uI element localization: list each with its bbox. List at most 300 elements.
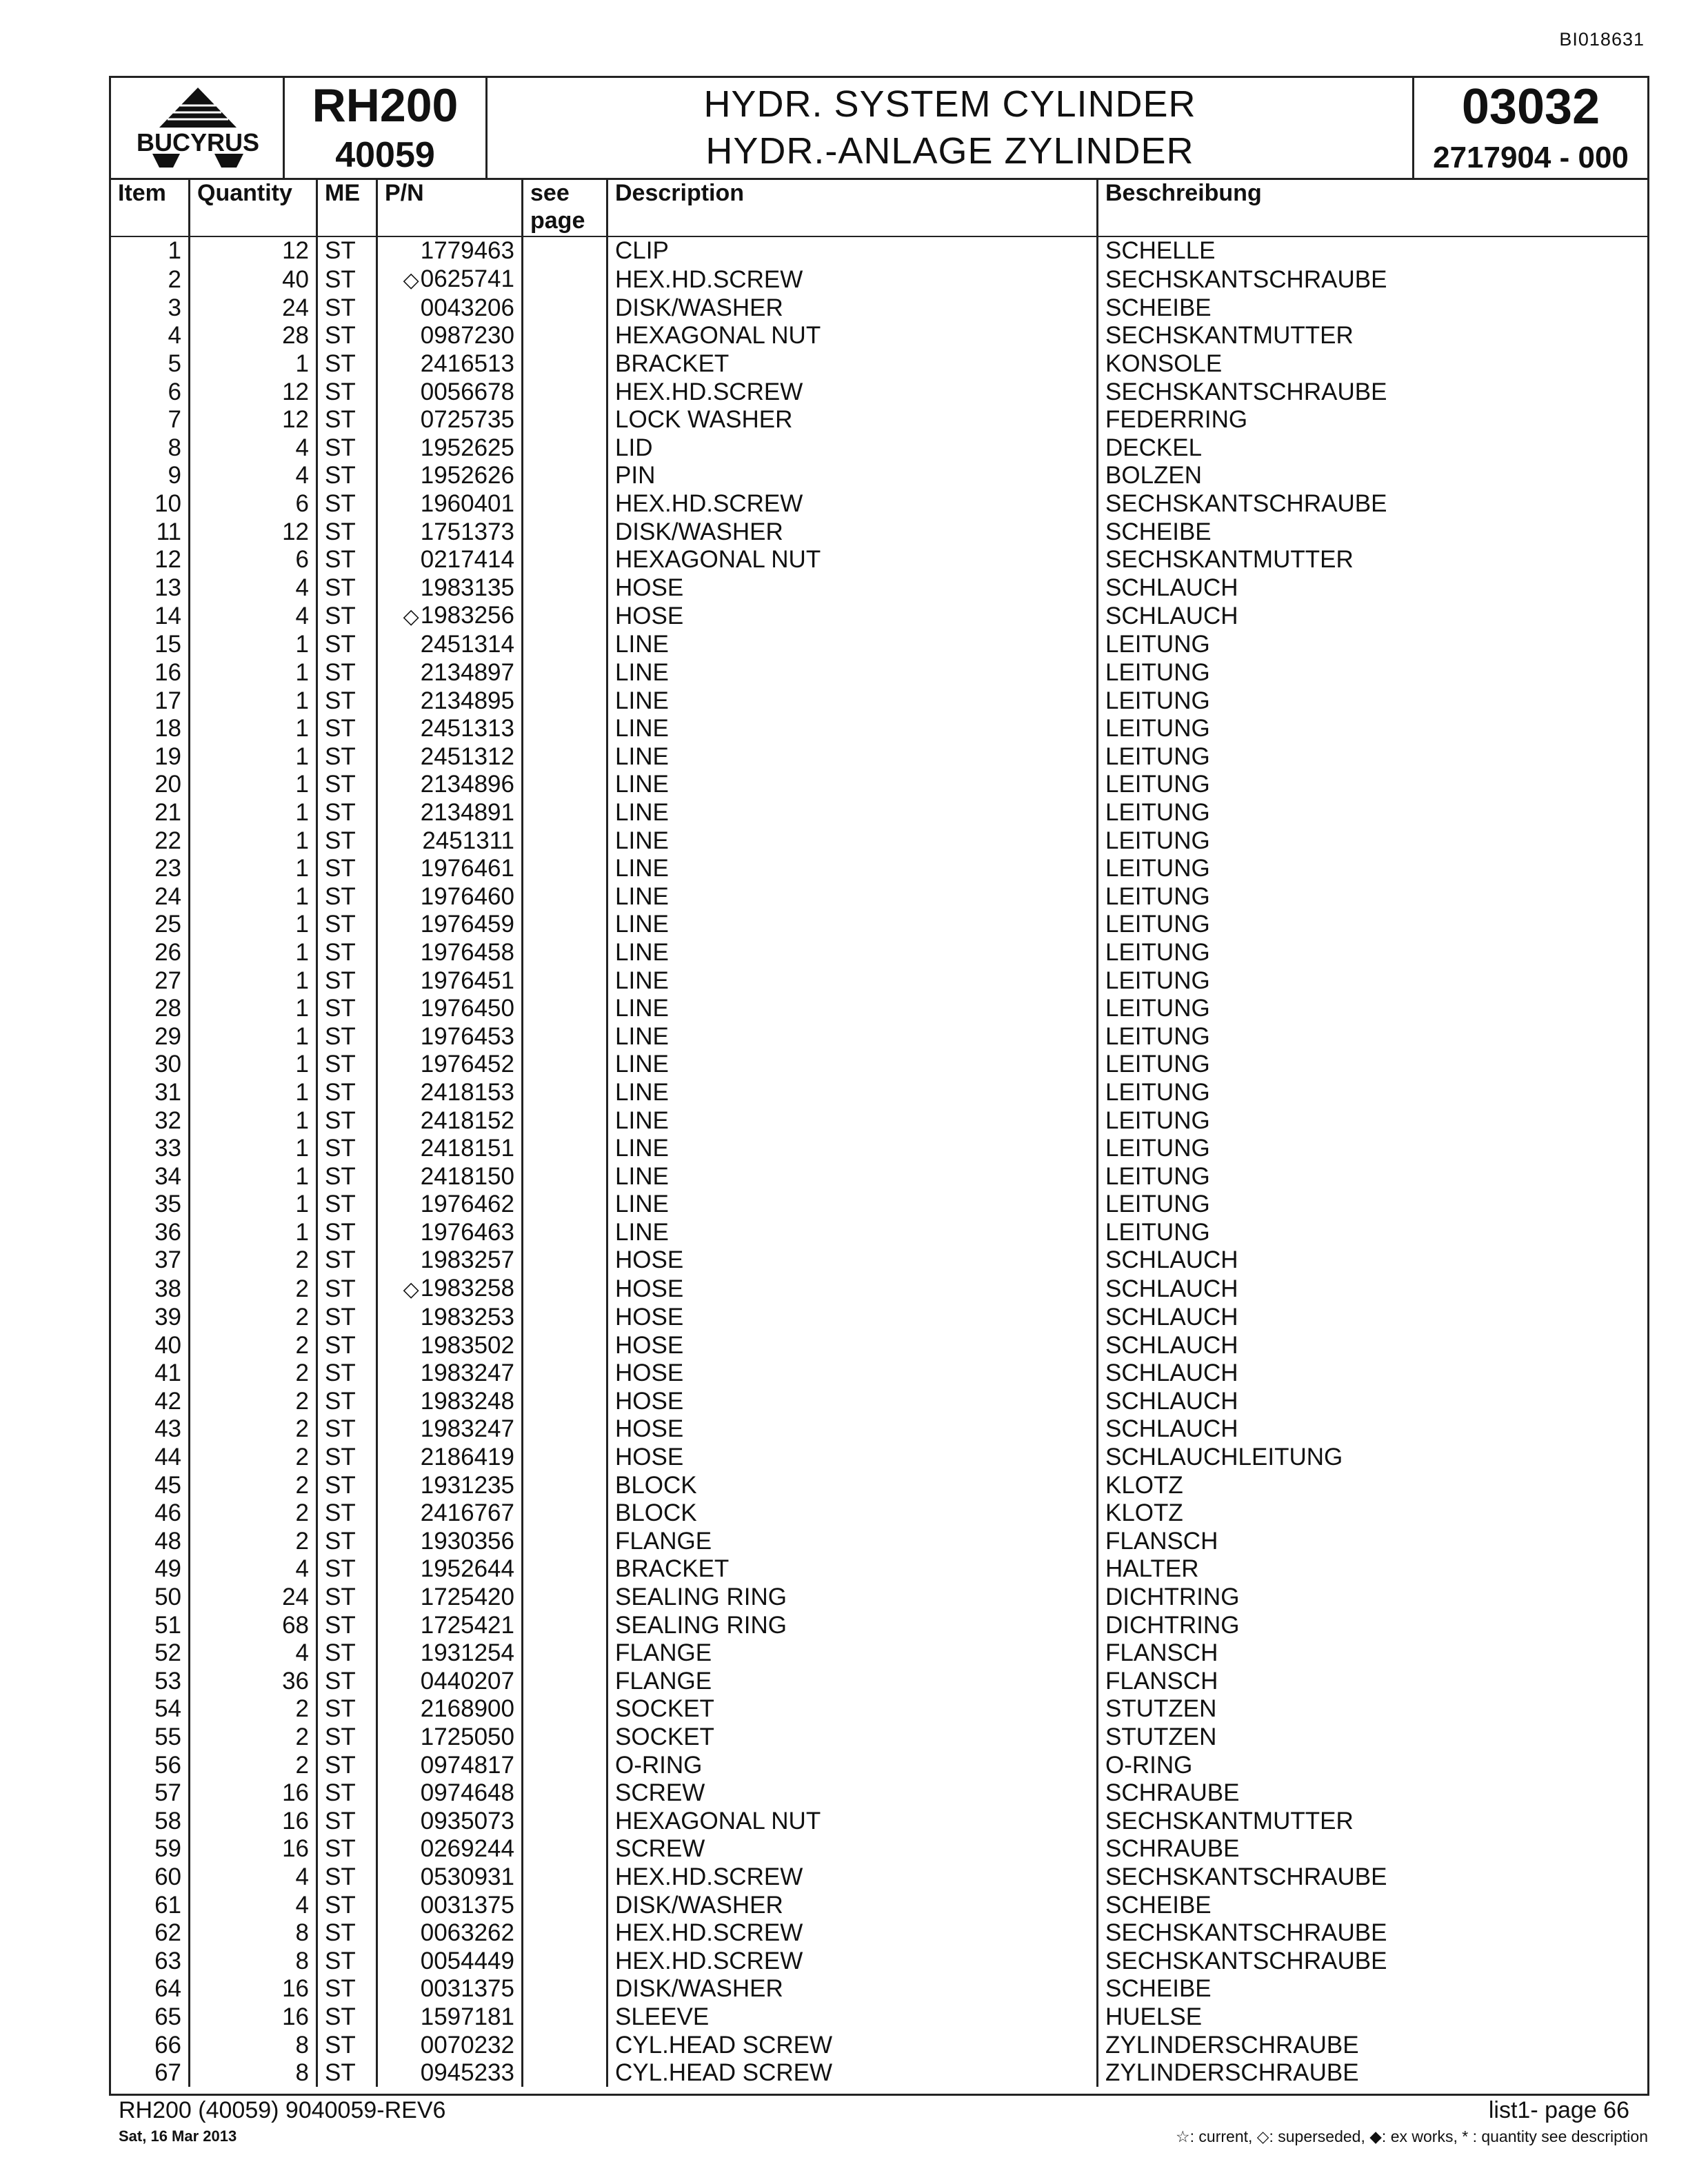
title-block bbox=[111, 78, 1647, 180]
cell-item: 6 bbox=[111, 378, 190, 406]
part-number: 1952625 bbox=[420, 434, 514, 461]
cell-me: ST bbox=[317, 1471, 377, 1499]
cell-besch: LEITUNG bbox=[1105, 911, 1210, 938]
cell-qty: 12 bbox=[190, 378, 317, 406]
cell-pn bbox=[377, 1668, 523, 1696]
cell-me: ST bbox=[317, 1304, 377, 1332]
table-row bbox=[111, 1051, 1647, 1079]
cell-qty: 1 bbox=[190, 995, 317, 1023]
cell-me: ST bbox=[317, 1807, 377, 1835]
cell-besch: LEITUNG bbox=[1105, 827, 1210, 854]
cell-see bbox=[523, 1079, 607, 1107]
cell-see bbox=[523, 350, 607, 378]
part-number: 0070232 bbox=[420, 2031, 514, 2059]
cell-see bbox=[523, 1359, 607, 1388]
cell-besch: LEITUNG bbox=[1105, 882, 1210, 910]
cell-desc: HOSE bbox=[607, 1388, 1098, 1416]
cell-pn bbox=[377, 715, 523, 743]
cell-item: 57 bbox=[111, 1779, 190, 1808]
cell-pn bbox=[377, 995, 523, 1023]
part-number: 0217414 bbox=[420, 546, 514, 574]
cell-see bbox=[523, 1639, 607, 1668]
cell-pn bbox=[377, 631, 523, 659]
cell-me: ST bbox=[317, 406, 377, 434]
cell-item: 39 bbox=[111, 1304, 190, 1332]
part-number: 1931235 bbox=[420, 1471, 514, 1499]
cell-desc: HEX.HD.SCREW bbox=[607, 265, 1098, 294]
cell-item: 48 bbox=[111, 1528, 190, 1556]
cell-pn bbox=[377, 1444, 523, 1472]
part-number: 1976463 bbox=[420, 1218, 514, 1246]
cell-pn bbox=[377, 659, 523, 687]
title-english: HYDR. SYSTEM CYLINDER bbox=[703, 83, 1196, 125]
cell-besch: SCHLAUCH bbox=[1105, 1275, 1238, 1302]
part-number: 2134891 bbox=[420, 798, 514, 826]
part-number: 2418153 bbox=[420, 1078, 514, 1106]
cell-see bbox=[523, 294, 607, 323]
cell-besch: SCHELLE bbox=[1105, 237, 1216, 265]
cell-desc: LINE bbox=[607, 939, 1098, 967]
table-row bbox=[111, 462, 1647, 490]
table-row bbox=[111, 1975, 1647, 2003]
table-row bbox=[111, 743, 1647, 771]
table-row bbox=[111, 1555, 1647, 1584]
cell-see bbox=[523, 687, 607, 715]
part-number: 1931254 bbox=[420, 1639, 514, 1667]
cell-pn bbox=[377, 1246, 523, 1275]
cell-desc: SEALING RING bbox=[607, 1611, 1098, 1639]
table-row bbox=[111, 1135, 1647, 1163]
group-number: 03032 bbox=[1461, 79, 1600, 134]
cell-pn bbox=[377, 518, 523, 546]
cell-qty: 2 bbox=[190, 1415, 317, 1444]
part-number: 2134896 bbox=[420, 771, 514, 798]
logo-cell bbox=[111, 78, 285, 178]
cell-pn bbox=[377, 771, 523, 799]
cell-see bbox=[523, 1106, 607, 1135]
cell-desc: HEXAGONAL NUT bbox=[607, 1807, 1098, 1835]
cell-desc: HOSE bbox=[607, 1304, 1098, 1332]
cell-desc: LINE bbox=[607, 1079, 1098, 1107]
cell-me: ST bbox=[317, 1415, 377, 1444]
part-number: 1983135 bbox=[420, 574, 514, 601]
cell-me: ST bbox=[317, 771, 377, 799]
cell-pn bbox=[377, 462, 523, 490]
cell-desc: LID bbox=[607, 434, 1098, 463]
cell-desc: HOSE bbox=[607, 1246, 1098, 1275]
footer-date: Sat, 16 Mar 2013 bbox=[119, 2127, 237, 2145]
cell-pn bbox=[377, 1022, 523, 1051]
part-number: 2168900 bbox=[420, 1695, 514, 1723]
part-number: 2418151 bbox=[420, 1135, 514, 1162]
cell-pn bbox=[377, 799, 523, 827]
cell-besch: LEITUNG bbox=[1105, 1106, 1210, 1134]
cell-item: 10 bbox=[111, 490, 190, 518]
cell-qty: 1 bbox=[190, 771, 317, 799]
cell-me: ST bbox=[317, 911, 377, 939]
cell-me: ST bbox=[317, 1051, 377, 1079]
cell-pn bbox=[377, 1415, 523, 1444]
cell-me: ST bbox=[317, 518, 377, 546]
cell-me: ST bbox=[317, 967, 377, 995]
cell-desc: HOSE bbox=[607, 1331, 1098, 1359]
cell-desc: LINE bbox=[607, 911, 1098, 939]
cell-me: ST bbox=[317, 1584, 377, 1612]
cell-besch: SCHRAUBE bbox=[1105, 1835, 1240, 1863]
cell-me: ST bbox=[317, 1191, 377, 1219]
cell-item: 26 bbox=[111, 939, 190, 967]
cell-pn bbox=[377, 1723, 523, 1752]
cell-item: 16 bbox=[111, 659, 190, 687]
cell-me: ST bbox=[317, 995, 377, 1023]
cell-pn bbox=[377, 1359, 523, 1388]
cell-see bbox=[523, 518, 607, 546]
table-row bbox=[111, 1863, 1647, 1892]
table-row bbox=[111, 855, 1647, 883]
cell-qty: 4 bbox=[190, 1863, 317, 1892]
cell-desc: BLOCK bbox=[607, 1499, 1098, 1528]
cell-qty: 4 bbox=[190, 434, 317, 463]
cell-me: ST bbox=[317, 1723, 377, 1752]
cell-see bbox=[523, 1051, 607, 1079]
cell-qty: 1 bbox=[190, 1219, 317, 1247]
model-number: 40059 bbox=[335, 135, 435, 175]
cell-see bbox=[523, 1723, 607, 1752]
cell-item: 49 bbox=[111, 1555, 190, 1584]
table-row bbox=[111, 882, 1647, 911]
cell-qty: 24 bbox=[190, 294, 317, 323]
cell-pn bbox=[377, 967, 523, 995]
cell-item: 66 bbox=[111, 2031, 190, 2059]
table-row bbox=[111, 1919, 1647, 1948]
table-row bbox=[111, 406, 1647, 434]
table-row bbox=[111, 1584, 1647, 1612]
cell-see bbox=[523, 659, 607, 687]
cell-pn bbox=[377, 855, 523, 883]
cell-item: 58 bbox=[111, 1807, 190, 1835]
col-header-item: Item bbox=[111, 178, 190, 236]
cell-qty: 6 bbox=[190, 490, 317, 518]
cell-me: ST bbox=[317, 1555, 377, 1584]
table-row bbox=[111, 546, 1647, 574]
cell-desc: HEXAGONAL NUT bbox=[607, 322, 1098, 350]
cell-desc: HOSE bbox=[607, 1359, 1098, 1388]
cell-besch: SCHEIBE bbox=[1105, 294, 1212, 321]
cell-see bbox=[523, 1022, 607, 1051]
cell-besch: LEITUNG bbox=[1105, 967, 1210, 994]
cell-besch: SECHSKANTSCHRAUBE bbox=[1105, 490, 1387, 518]
cell-see bbox=[523, 1695, 607, 1723]
cell-me: ST bbox=[317, 1275, 377, 1304]
part-number: 1952644 bbox=[420, 1555, 514, 1583]
cell-besch: LEITUNG bbox=[1105, 1022, 1210, 1050]
cell-desc: SCREW bbox=[607, 1835, 1098, 1863]
cell-see bbox=[523, 1471, 607, 1499]
part-number: 0945233 bbox=[420, 2059, 514, 2087]
cell-see bbox=[523, 1555, 607, 1584]
part-number: 1597181 bbox=[420, 2003, 514, 2030]
cell-item: 60 bbox=[111, 1863, 190, 1892]
cell-qty: 8 bbox=[190, 1947, 317, 1975]
part-number: 1983247 bbox=[420, 1415, 514, 1443]
cell-qty: 1 bbox=[190, 939, 317, 967]
cell-me: ST bbox=[317, 1835, 377, 1863]
cell-besch: LEITUNG bbox=[1105, 1191, 1210, 1218]
cell-item: 46 bbox=[111, 1499, 190, 1528]
table-row bbox=[111, 1106, 1647, 1135]
table-row bbox=[111, 1723, 1647, 1752]
part-number: 0063262 bbox=[420, 1919, 514, 1947]
cell-besch: LEITUNG bbox=[1105, 1135, 1210, 1162]
cell-see bbox=[523, 1891, 607, 1919]
cell-qty: 1 bbox=[190, 967, 317, 995]
cell-pn bbox=[377, 1947, 523, 1975]
col-header-pn: P/N bbox=[377, 178, 523, 236]
cell-pn bbox=[377, 1975, 523, 2003]
cell-item: 65 bbox=[111, 2003, 190, 2032]
cell-see bbox=[523, 1947, 607, 1975]
cell-item: 3 bbox=[111, 294, 190, 323]
table-row bbox=[111, 1359, 1647, 1388]
superseded-icon: ◇ bbox=[403, 1277, 419, 1301]
cell-pn bbox=[377, 546, 523, 574]
cell-besch: SECHSKANTSCHRAUBE bbox=[1105, 378, 1387, 405]
cell-see bbox=[523, 1388, 607, 1416]
cell-desc: LINE bbox=[607, 659, 1098, 687]
cell-item: 31 bbox=[111, 1079, 190, 1107]
cell-qty: 4 bbox=[190, 574, 317, 603]
cell-me: ST bbox=[317, 1246, 377, 1275]
cell-qty: 12 bbox=[190, 518, 317, 546]
cell-qty: 1 bbox=[190, 1162, 317, 1191]
cell-pn bbox=[377, 1388, 523, 1416]
cell-desc: LINE bbox=[607, 1135, 1098, 1163]
part-number: 1983502 bbox=[420, 1331, 514, 1359]
cell-qty: 2 bbox=[190, 1695, 317, 1723]
cell-desc: O-RING bbox=[607, 1751, 1098, 1779]
cell-desc: HEX.HD.SCREW bbox=[607, 378, 1098, 406]
cell-desc: SOCKET bbox=[607, 1695, 1098, 1723]
cell-me: ST bbox=[317, 1219, 377, 1247]
cell-pn bbox=[377, 1528, 523, 1556]
cell-besch: SCHLAUCH bbox=[1105, 1359, 1238, 1387]
cell-qty: 24 bbox=[190, 1584, 317, 1612]
cell-desc: CLIP bbox=[607, 236, 1098, 265]
cell-me: ST bbox=[317, 743, 377, 771]
part-number: 2451312 bbox=[420, 742, 514, 770]
cell-besch: LEITUNG bbox=[1105, 855, 1210, 882]
parts-list-frame bbox=[109, 76, 1649, 2096]
cell-desc: HOSE bbox=[607, 602, 1098, 631]
cell-besch: LEITUNG bbox=[1105, 687, 1210, 714]
cell-see bbox=[523, 715, 607, 743]
cell-item: 29 bbox=[111, 1022, 190, 1051]
cell-pn bbox=[377, 350, 523, 378]
cell-pn bbox=[377, 1807, 523, 1835]
cell-pn bbox=[377, 1162, 523, 1191]
cell-besch: SCHLAUCH bbox=[1105, 1246, 1238, 1274]
cell-qty: 36 bbox=[190, 1668, 317, 1696]
cell-besch: LEITUNG bbox=[1105, 1218, 1210, 1246]
table-row bbox=[111, 602, 1647, 631]
cell-pn bbox=[377, 1331, 523, 1359]
table-row bbox=[111, 1388, 1647, 1416]
cell-item: 50 bbox=[111, 1584, 190, 1612]
cell-item: 42 bbox=[111, 1388, 190, 1416]
part-number: 1751373 bbox=[420, 518, 514, 545]
cell-pn bbox=[377, 1191, 523, 1219]
cell-me: ST bbox=[317, 799, 377, 827]
cell-me: ST bbox=[317, 1162, 377, 1191]
part-number: 1725421 bbox=[420, 1611, 514, 1639]
cell-see bbox=[523, 855, 607, 883]
table-row bbox=[111, 659, 1647, 687]
cell-qty: 1 bbox=[190, 1135, 317, 1163]
cell-qty: 1 bbox=[190, 743, 317, 771]
cell-me: ST bbox=[317, 2031, 377, 2059]
cell-me: ST bbox=[317, 1863, 377, 1892]
cell-me: ST bbox=[317, 1639, 377, 1668]
cell-pn bbox=[377, 2003, 523, 2032]
cell-qty: 2 bbox=[190, 1471, 317, 1499]
part-number: 2451311 bbox=[422, 827, 514, 854]
cell-pn bbox=[377, 322, 523, 350]
cell-desc: HEX.HD.SCREW bbox=[607, 1947, 1098, 1975]
cell-me: ST bbox=[317, 1106, 377, 1135]
cell-besch: KLOTZ bbox=[1105, 1499, 1183, 1527]
part-number: 1976459 bbox=[420, 911, 514, 938]
cell-item: 52 bbox=[111, 1639, 190, 1668]
cell-qty: 2 bbox=[190, 1751, 317, 1779]
cell-me: ST bbox=[317, 236, 377, 265]
cell-item: 18 bbox=[111, 715, 190, 743]
cell-see bbox=[523, 1191, 607, 1219]
cell-pn bbox=[377, 1304, 523, 1332]
cell-item: 14 bbox=[111, 602, 190, 631]
cell-pn bbox=[377, 265, 523, 294]
table-row bbox=[111, 1668, 1647, 1696]
cell-item: 27 bbox=[111, 967, 190, 995]
cell-besch: LEITUNG bbox=[1105, 995, 1210, 1022]
cell-qty: 1 bbox=[190, 659, 317, 687]
cell-pn bbox=[377, 911, 523, 939]
part-number: 1976452 bbox=[420, 1051, 514, 1078]
table-row bbox=[111, 1022, 1647, 1051]
col-header-me: ME bbox=[317, 178, 377, 236]
cell-qty: 16 bbox=[190, 1835, 317, 1863]
cell-me: ST bbox=[317, 462, 377, 490]
table-row bbox=[111, 294, 1647, 323]
part-number: 0440207 bbox=[420, 1667, 514, 1695]
part-number: 1952626 bbox=[420, 462, 514, 489]
cell-desc: DISK/WASHER bbox=[607, 1891, 1098, 1919]
part-number: 0031375 bbox=[420, 1975, 514, 2003]
cell-qty: 2 bbox=[190, 1388, 317, 1416]
cell-desc: LINE bbox=[607, 855, 1098, 883]
cell-besch: LEITUNG bbox=[1105, 798, 1210, 826]
cell-me: ST bbox=[317, 1444, 377, 1472]
cell-desc: CYL.HEAD SCREW bbox=[607, 2059, 1098, 2087]
cell-item: 54 bbox=[111, 1695, 190, 1723]
table-row bbox=[111, 631, 1647, 659]
cell-see bbox=[523, 631, 607, 659]
cell-me: ST bbox=[317, 1499, 377, 1528]
cell-qty: 2 bbox=[190, 1528, 317, 1556]
cell-me: ST bbox=[317, 1668, 377, 1696]
cell-besch: SCHLAUCH bbox=[1105, 1387, 1238, 1415]
cell-besch: LEITUNG bbox=[1105, 742, 1210, 770]
table-row bbox=[111, 1246, 1647, 1275]
table-row bbox=[111, 1219, 1647, 1247]
cell-desc: LINE bbox=[607, 995, 1098, 1023]
table-row bbox=[111, 2031, 1647, 2059]
table-row bbox=[111, 265, 1647, 294]
cell-me: ST bbox=[317, 687, 377, 715]
cell-item: 67 bbox=[111, 2059, 190, 2087]
cell-me: ST bbox=[317, 265, 377, 294]
cell-item: 7 bbox=[111, 406, 190, 434]
part-number: 0530931 bbox=[420, 1863, 514, 1890]
cell-item: 37 bbox=[111, 1246, 190, 1275]
cell-besch: BOLZEN bbox=[1105, 462, 1203, 489]
footer-document-ref: RH200 (40059) 9040059-REV6 bbox=[119, 2097, 446, 2123]
cell-besch: FLANSCH bbox=[1105, 1527, 1218, 1555]
cell-see bbox=[523, 1162, 607, 1191]
part-number: 1976453 bbox=[420, 1022, 514, 1050]
cell-item: 41 bbox=[111, 1359, 190, 1388]
cell-besch: SCHRAUBE bbox=[1105, 1779, 1240, 1807]
cell-desc: HEX.HD.SCREW bbox=[607, 490, 1098, 518]
col-header-quantity: Quantity bbox=[190, 178, 317, 236]
cell-item: 30 bbox=[111, 1051, 190, 1079]
cell-besch: LEITUNG bbox=[1105, 938, 1210, 966]
table-row bbox=[111, 911, 1647, 939]
table-row bbox=[111, 1611, 1647, 1639]
cell-see bbox=[523, 406, 607, 434]
superseded-icon: ◇ bbox=[403, 605, 419, 629]
cell-besch: LEITUNG bbox=[1105, 659, 1210, 687]
part-number: 1983247 bbox=[420, 1359, 514, 1387]
cell-see bbox=[523, 462, 607, 490]
cell-see bbox=[523, 574, 607, 603]
part-number: 1976451 bbox=[420, 967, 514, 994]
cell-me: ST bbox=[317, 434, 377, 463]
part-number: 1983248 bbox=[420, 1387, 514, 1415]
cell-qty: 1 bbox=[190, 715, 317, 743]
table-row bbox=[111, 1695, 1647, 1723]
cell-qty: 12 bbox=[190, 236, 317, 265]
cell-pn bbox=[377, 1835, 523, 1863]
cell-desc: FLANGE bbox=[607, 1528, 1098, 1556]
part-number: 2416767 bbox=[420, 1499, 514, 1527]
part-number: 1976450 bbox=[420, 995, 514, 1022]
cell-qty: 1 bbox=[190, 1022, 317, 1051]
cell-pn bbox=[377, 1106, 523, 1135]
table-row bbox=[111, 687, 1647, 715]
cell-qty: 16 bbox=[190, 1975, 317, 2003]
part-number: 2418150 bbox=[420, 1162, 514, 1190]
model-name: RH200 bbox=[312, 79, 459, 132]
cell-pn bbox=[377, 378, 523, 406]
cell-me: ST bbox=[317, 490, 377, 518]
cell-desc: DISK/WASHER bbox=[607, 1975, 1098, 2003]
cell-pn bbox=[377, 1695, 523, 1723]
cell-besch: SCHLAUCH bbox=[1105, 574, 1238, 601]
cell-item: 32 bbox=[111, 1106, 190, 1135]
cell-me: ST bbox=[317, 350, 377, 378]
part-number: 0031375 bbox=[420, 1891, 514, 1919]
cell-see bbox=[523, 1499, 607, 1528]
